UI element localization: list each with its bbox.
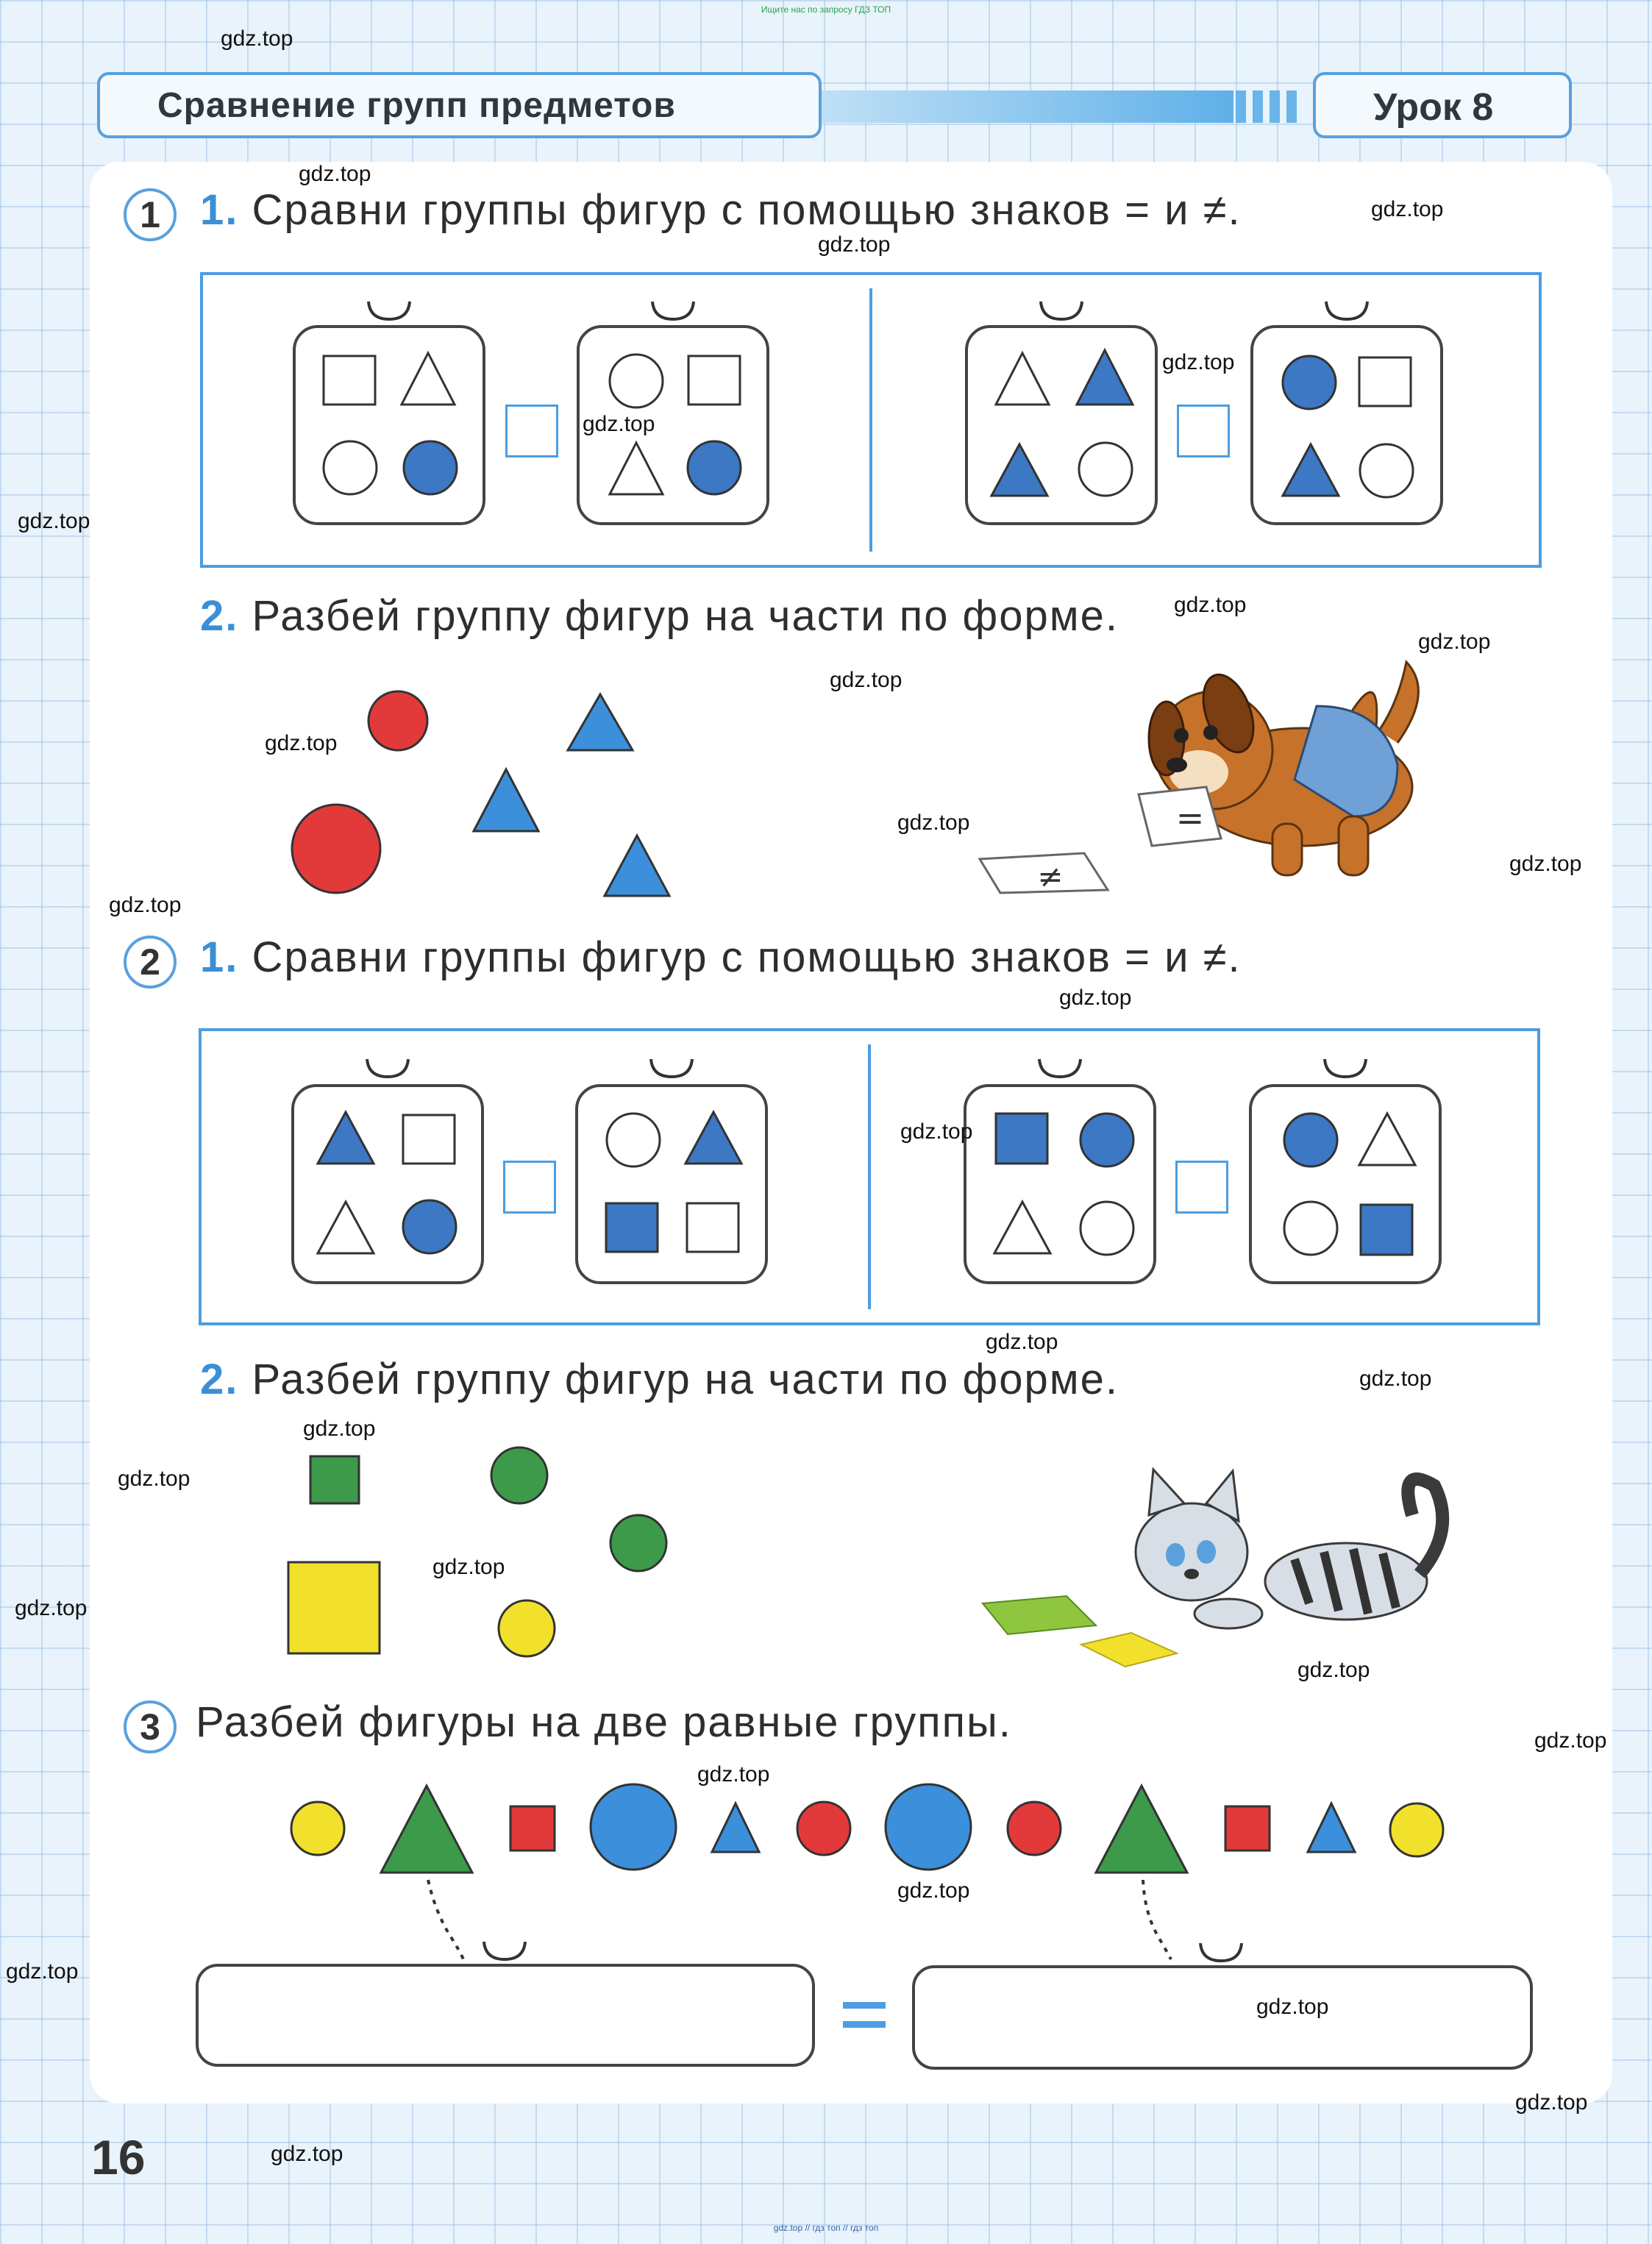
circle-white [1080, 1202, 1133, 1255]
watermark: gdz.top [1059, 986, 1132, 1010]
brace-icon [484, 1942, 525, 1959]
watermark: gdz.top [18, 509, 90, 533]
watermark: gdz.top [897, 1878, 970, 1903]
triangle-blue [474, 769, 538, 831]
triangle-blue [686, 1112, 741, 1164]
triangle-blue [1308, 1803, 1355, 1852]
watermark: gdz.top [1515, 2090, 1588, 2115]
circle-blue [1080, 1114, 1133, 1166]
triangle-green [381, 1786, 472, 1873]
watermark: gdz.top [1371, 197, 1444, 221]
watermark: gdz.top [1534, 1728, 1607, 1753]
watermark: gdz.top [265, 731, 338, 755]
dotted-connector [1143, 1880, 1171, 1959]
circle-blue-large [591, 1784, 676, 1870]
triangle-white [402, 353, 455, 405]
brace-icon [1041, 302, 1082, 319]
circle-yellow [1390, 1803, 1443, 1856]
section-1-task-2: 2. Разбей группу фигур на части по форме. [200, 592, 1119, 640]
top-note: Ищите нас по запросу ГДЗ ТОП [761, 4, 891, 15]
circle-green [491, 1447, 547, 1503]
watermark: gdz.top [1162, 350, 1235, 374]
circle-red [1008, 1802, 1061, 1855]
watermark: gdz.top [303, 1417, 376, 1441]
watermark: gdz.top [697, 1762, 770, 1787]
brace-icon [651, 1059, 692, 1077]
cat-illustration [983, 1470, 1442, 1667]
card-not-equals-text: ≠ [1037, 858, 1064, 894]
circle-blue [404, 441, 457, 494]
triangle-white [318, 1202, 374, 1253]
watermark: gdz.top [299, 162, 371, 186]
circle-red [797, 1802, 850, 1855]
watermark: gdz.top [1297, 1658, 1370, 1682]
circle-white [610, 355, 663, 407]
card-green [983, 1596, 1096, 1634]
lesson-number-text: Урок 8 [1373, 86, 1494, 129]
section-3-task: Разбей фигуры на две равные группы. [196, 1698, 1012, 1746]
triangle-blue [605, 836, 669, 896]
triangle-white [1359, 1114, 1415, 1165]
circle-white [324, 441, 377, 494]
square-red [510, 1806, 555, 1851]
circle-green [610, 1515, 666, 1571]
watermark: gdz.top [6, 1959, 79, 1984]
section-3-number: 3 [124, 1700, 177, 1753]
watermark: gdz.top [271, 2142, 343, 2166]
square-blue [1361, 1205, 1412, 1255]
watermark: gdz.top [221, 26, 293, 51]
brace-icon [1039, 1059, 1080, 1077]
brace-icon [1325, 1059, 1366, 1077]
square-green [310, 1456, 359, 1503]
square-white [1359, 357, 1411, 406]
triangle-white [994, 1202, 1050, 1253]
circle-blue [1284, 1114, 1337, 1166]
circle-white [1079, 443, 1132, 496]
circle-red-large [292, 805, 380, 893]
square-blue [606, 1203, 658, 1252]
watermark: gdz.top [432, 1555, 505, 1579]
square-white [688, 356, 740, 405]
triangle-blue [991, 444, 1047, 496]
triangle-blue [712, 1803, 759, 1852]
square-white [687, 1203, 738, 1252]
circle-white [1360, 444, 1413, 497]
watermark: gdz.top [109, 893, 182, 917]
brace-icon [369, 302, 410, 319]
lesson-title-text: Сравнение групп предметов [157, 86, 676, 125]
section-2-task-2: 2. Разбей группу фигур на части по форме. [200, 1356, 1119, 1403]
watermark: gdz.top [897, 811, 970, 835]
brace-icon [367, 1059, 408, 1077]
square-blue [996, 1114, 1047, 1164]
watermark: gdz.top [1359, 1367, 1432, 1391]
triangle-blue [568, 694, 633, 750]
watermark: gdz.top [830, 668, 902, 692]
square-white [324, 356, 375, 405]
watermark: gdz.top [1418, 630, 1491, 654]
triangle-white [996, 353, 1049, 405]
brace-icon [1200, 1943, 1242, 1961]
watermark: gdz.top [986, 1330, 1058, 1354]
watermark: gdz.top [118, 1467, 191, 1491]
circle-white [1284, 1202, 1337, 1255]
triangle-white [610, 443, 663, 494]
triangle-blue [1077, 350, 1133, 405]
square-red [1225, 1806, 1270, 1851]
circle-blue [1283, 356, 1336, 409]
watermark: gdz.top [1509, 852, 1582, 876]
square-white [403, 1115, 455, 1164]
circle-blue-large [886, 1784, 971, 1870]
dotted-connector [428, 1880, 463, 1959]
section-1-task-1: 1. Сравни группы фигур с помощью знаков = и ≠. [200, 186, 1242, 234]
circle-red [369, 691, 427, 750]
section-2-number: 2 [124, 936, 177, 989]
brace-icon [1326, 302, 1367, 319]
page-number: 16 [91, 2130, 146, 2184]
circle-yellow [291, 1802, 344, 1855]
brace-icon [652, 302, 694, 319]
bottom-note: gdz.top // гдз топ // гдз топ [773, 2223, 879, 2233]
square-yellow [288, 1562, 380, 1653]
triangle-blue [318, 1112, 374, 1164]
watermark: gdz.top [1174, 593, 1247, 617]
circle-yellow [499, 1600, 555, 1656]
watermark: gdz.top [15, 1596, 88, 1620]
circle-white [607, 1114, 660, 1166]
triangle-green [1096, 1786, 1187, 1873]
circle-blue [403, 1200, 456, 1253]
watermark: gdz.top [1256, 1995, 1329, 2019]
circle-blue [688, 441, 741, 494]
card-yellow [1081, 1633, 1177, 1667]
triangle-blue [1283, 444, 1339, 496]
section-2-task-1: 1. Сравни группы фигур с помощью знаков = и ≠. [200, 933, 1242, 981]
watermark: gdz.top [818, 232, 891, 257]
section-1-number: 1 [124, 188, 177, 241]
watermark: gdz.top [900, 1119, 973, 1144]
card-equals-text: = [1175, 798, 1205, 838]
watermark: gdz.top [583, 412, 655, 436]
